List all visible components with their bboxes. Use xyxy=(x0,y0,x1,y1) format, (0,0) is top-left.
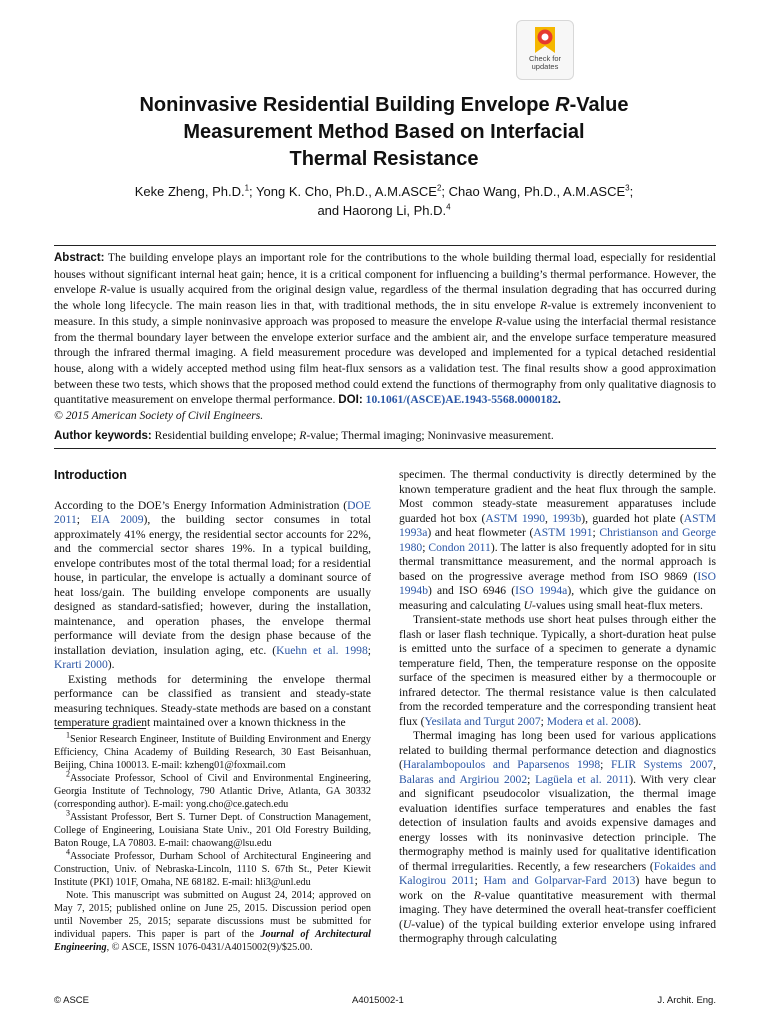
footer-journal: J. Archit. Eng. xyxy=(657,995,716,1006)
badge-label-line2: updates xyxy=(531,62,559,71)
citation-link[interactable]: Condon 2011 xyxy=(428,540,491,554)
citation-link[interactable]: ASTM 1990 xyxy=(485,511,546,525)
author-keywords: Author keywords: Residential building envelope; R-value; Thermal imaging; Noninvasive measurement. xyxy=(54,429,554,442)
citation-link[interactable]: ASTM 1993a xyxy=(399,511,717,539)
citation-link[interactable]: ISO 1994b xyxy=(399,569,716,597)
doi-link[interactable]: 10.1061/(ASCE)AE.1943-5568.0000182 xyxy=(365,393,558,407)
abstract-heading: Abstract: xyxy=(54,252,105,264)
paragraph: Existing methods for determining the envelope thermal performance can be classified as transient and steady-state measuring techniques. Steady-state methods are based on a constant temperature gradient maintained over a known thickness in the xyxy=(54,672,371,729)
footnote-4: $^4$Associate Professor, Durham School of Architectural Engineering and Construction, Univ. of Nebraska-Lincoln, 1110 S. 67th St., Peter Kiewit Institute (PKI) 101F, Omaha, NE 68182. E-mail: hli3@unl.edu xyxy=(54,847,371,888)
citation-link[interactable]: Modera et al. 2008 xyxy=(546,714,635,728)
citation-link[interactable]: Krarti 2000 xyxy=(54,658,108,671)
divider-top xyxy=(54,245,716,246)
footnote-1: $^1$Senior Research Engineer, Institute of Building Environment and Energy Efficiency, China Academy of Building Research, 30 East Beisanhuan, Beijing, China 100013. E-mail: kzheng01@foxmail.com xyxy=(54,730,371,771)
paragraph: According to the DOE’s Energy Information Administration (DOE 2011; EIA 2009), the building sector consumes in total approximately 41% energy, the residential sector accounts for 22%, and the commercial sector shares 19%. In a typical building, envelope contributes most of the total thermal load; for a residential house, in particular, the envelope is actually a dominant source of heat loss/gain. The building envelope components are usually designed as standard-satisfied; however, during the installation, maintenance, and operation phases, the envelope thermal performance will deviate from the design phase because of the installation deviation, insulation aging, etc. (Kuehn et al. 1998; Krarti 2000). xyxy=(54,498,371,671)
citation-link[interactable]: ASTM 1991 xyxy=(533,526,593,539)
right-column xyxy=(399,468,716,947)
citation-link[interactable]: Fokaides and Kalogirou 2011 xyxy=(399,859,716,887)
citation-link[interactable]: Christianson and George 1980 xyxy=(399,526,716,554)
citation-link[interactable]: Kuehn et al. 1998 xyxy=(276,643,368,657)
footnotes xyxy=(54,728,371,954)
check-for-updates-badge[interactable] xyxy=(516,20,574,80)
copyright: © 2015 American Society of Civil Engineers. xyxy=(54,409,264,423)
paragraph: Thermal imaging has long been used for various applications related to building thermal performance detection and diagnostics (Haralambopoulos and Paparsenos 1998; FLIR Systems 2007, Balaras and Argiriou 2002; Lagüela et al. 2011). With very clear and significant pseudocolor visualization, the thermal image evaluation identifies surface temperatures and enables the fast detection of insulation faults and avoids expensive damages and energy losses with its noninvasive detection principle. The thermography method is mainly used for qualitative identification of thermal irregularities. Recently, a few researchers (Fokaides and Kalogirou 2011; Ham and Golparvar-Fard 2013) have begun to work on the R-value quantitative measurement with thermal imaging. They have determined the overall heat-transfer coefficient (U-value) of the typical building exterior envelope using infrared thermography through calculating xyxy=(399,729,716,945)
footer-page-id: A4015002-1 xyxy=(352,995,404,1006)
left-column xyxy=(54,468,371,731)
doi-label: DOI: xyxy=(338,393,363,407)
divider-bottom xyxy=(54,448,716,449)
citation-link[interactable]: Lagüela et al. 2011 xyxy=(535,772,630,786)
citation-link[interactable]: Haralambopoulos and Paparsenos 1998 xyxy=(402,758,601,771)
citation-link[interactable]: Ham and Golparvar-Fard 2013 xyxy=(483,874,636,887)
citation-link[interactable]: ISO 1994a xyxy=(515,584,568,597)
footnote-2: $^2$Associate Professor, School of Civil and Environmental Engineering, Georgia Institute of Technology, 790 Atlantic Drive, Atlanta, GA 30332 (corresponding author). E-mail: yong.cho@ce.gatech.edu xyxy=(54,769,371,810)
citation-link[interactable]: Balaras and Argiriou 2002 xyxy=(399,772,528,786)
citation-link[interactable]: DOE 2011 xyxy=(54,498,371,526)
footer-left: © ASCE xyxy=(54,995,89,1006)
citation-link[interactable]: 1993b xyxy=(552,511,582,525)
paragraph: Transient-state methods use short heat pulses through either the flash or laser flash technique. Typically, a short-duration heat pulse is emitted unto the surface of a specimen to generate a dynamic temperature field, Then, the temperature response on the opposite surface of the specimen is measured either by a thermocouple or infrared detector. The thermal resistance value is then calculated from the recorded temperature and the corresponding transient heat flux (Yesilata and Turgut 2007; Modera et al. 2008). xyxy=(399,613,716,728)
citation-link[interactable]: EIA 2009 xyxy=(90,513,144,526)
citation-link[interactable]: FLIR Systems 2007 xyxy=(610,758,714,771)
section-heading-introduction: Introduction xyxy=(54,468,127,482)
manuscript-note: Note. This manuscript was submitted on August 24, 2014; approved on May 7, 2015; published online on June 25, 2015. Discussion period open until November 25, 2015; separate discussions must be submitted for individual papers. This paper is part of the Journal of Architectural Engineering, © ASCE, ISSN 1076-0431/A4015002(9)/$25.00. xyxy=(54,890,371,953)
paper-title: Noninvasive Residential Building Envelope R-Value Measurement Method Based on Interfacial Thermal Resistance xyxy=(139,94,629,170)
abstract: Abstract: The building envelope plays an important role for the contributions to the whole building thermal load, especially for residential houses without significant internal heat gain; hence, it is a critical component for influencing a building’s thermal performance. However, the envelope R-value is usually acquired from the original design value, regardless of the thermal insulation degrading that has occurred during the whole long lifecycle. The main reason lies in that, with traditional methods, the in situ envelope R-value is extremely inconvenient to measure. In this study, a simple noninvasive approach was proposed to measure the envelope R-value using the interfacial thermal resistance from the thermal boundary layer between the envelope exterior surface and the ambient air, and the envelope surface temperature measured through the infrared thermal imaging. A field measurement procedure was developed and implemented for a typical detached residential house, along with a widely accepted method using film heat-flux sensors as a validation test. The final results show a good approximation between these two tests, which shows that the proposed method could extend the functions of thermography from only qualitative diagnosis to quantitative measurement on envelope thermal performance. DOI: 10.1061/(ASCE)AE.1943-5568.0000182. © 2015 American Society of Civil Engineers. xyxy=(54,251,716,423)
author-list: Keke Zheng, Ph.D.$^1$; Yong K. Cho, Ph.D., A.M.ASCE$^2$; Chao Wang, Ph.D., A.M.ASCE$^3$; and Haorong Li, Ph.D.$^4$ xyxy=(134,183,634,218)
footnote-3: $^3$Assistant Professor, Bert S. Turner Dept. of Construction Management, College of Engineering, Louisiana State Univ., 201 Old Forestry Building, Baton Rouge, LA 70803. E-mail: chaowang@lsu.edu xyxy=(54,808,371,849)
citation-link[interactable]: Yesilata and Turgut 2007 xyxy=(424,714,541,728)
paragraph: specimen. The thermal conductivity is directly determined by the known temperature gradient and the heat flux through the sample. Most common steady-state measurement apparatuses include guarded hot box (ASTM 1990, 1993b), guarded hot plate (ASTM 1993a) and heat flowmeter (ASTM 1991; Christianson and George 1980; Condon 2011). The latter is also frequently adopted for in situ thermal transmittance measurement, and the normal approach is based on the progressive average method from ISO 9869 (ISO 1994b) and ISO 6946 (ISO 1994a), which give the guidance on measuring and calculating U-values using small heat-flux meters. xyxy=(399,468,717,612)
bookmark-icon xyxy=(532,25,558,55)
badge-label-line1: Check for xyxy=(528,54,562,63)
